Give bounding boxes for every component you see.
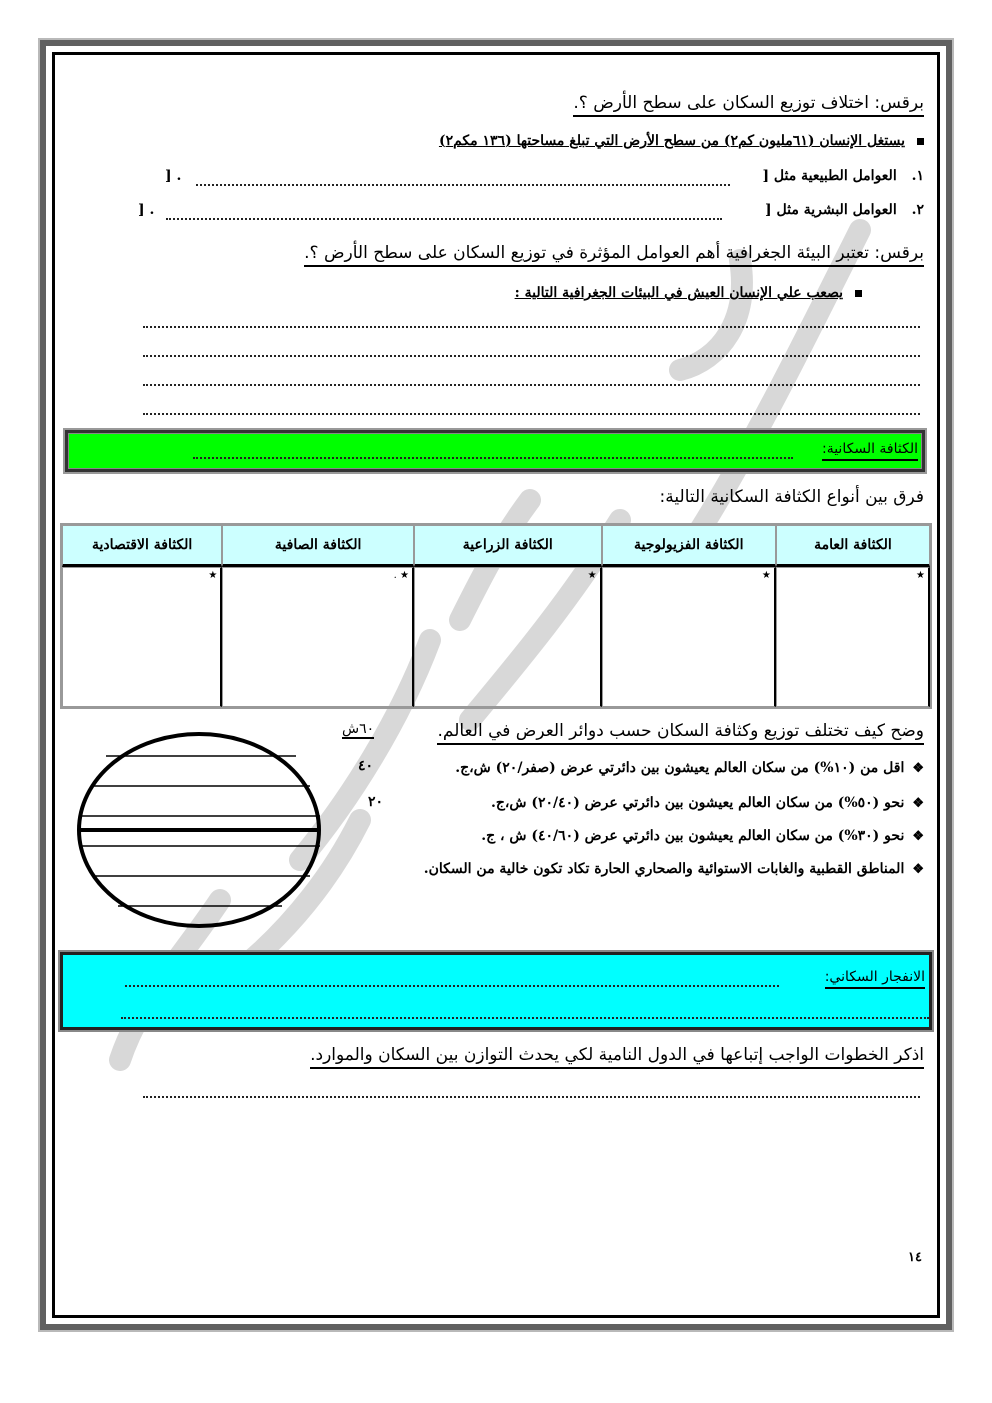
star-icon: ★ .	[393, 570, 409, 581]
section3-heading: فرق بين أنواع الكثافة السكانية التالية:	[659, 487, 924, 507]
section1-bullet-text: يستغل الإنسان (٦١مليون كم٢) من سطح الأرض التي تبلغ مساحتها (١٣٦ مكم٢)	[438, 133, 905, 149]
square-bullet-icon	[917, 138, 924, 145]
header-economic-density: الكثافة الاقتصادية	[62, 525, 222, 567]
latitude-bullet-2: ❖نحو (٥٠%) من سكان العالم يعيشون بين دائرتي عرض (٢٠/٤٠) ش،ج.	[490, 795, 924, 811]
star-icon: ★	[761, 570, 771, 581]
diamond-bullet-icon: ❖	[912, 862, 924, 877]
cell-general-density[interactable]	[776, 567, 930, 707]
section4-heading: وضح كيف تختلف توزيع وكثافة السكان حسب دوائر العرض في العالم.	[437, 721, 924, 745]
diamond-bullet-icon: ❖	[912, 761, 924, 776]
section2-bullet-text: يصعب علي الإنسان العيش في البيئات الجغرافية التالية :	[514, 285, 843, 301]
cell-net-density[interactable]	[222, 567, 414, 707]
header-agricultural-density: الكثافة الزراعية	[414, 525, 602, 567]
star-icon: ★	[587, 570, 597, 581]
star-icon: ★	[208, 570, 218, 581]
section1-bullet	[439, 133, 924, 149]
latitude-40-label: ٤٠	[358, 758, 374, 774]
population-density-answer-line[interactable]	[193, 457, 793, 459]
natural-factors-row	[762, 168, 924, 184]
section2-bullet	[515, 285, 862, 301]
cell-agricultural-density[interactable]	[414, 567, 602, 707]
table-row	[62, 567, 930, 707]
square-bullet-icon	[855, 290, 862, 297]
latitude-60n-label: ٦٠ش	[342, 721, 375, 737]
natural-factors-answer-line[interactable]	[196, 184, 730, 186]
answer-line-2[interactable]	[143, 355, 920, 357]
item-number: ٢.	[911, 202, 924, 218]
population-explosion-answer-line-1[interactable]	[125, 985, 779, 987]
population-explosion-answer-line-2[interactable]	[121, 1017, 929, 1019]
header-general-density: الكثافة العامة	[776, 525, 930, 567]
star-icon: ★	[916, 570, 925, 581]
answer-line-3[interactable]	[143, 384, 920, 386]
header-physiological-density: الكثافة الفزيولوجية	[602, 525, 776, 567]
globe-latitude-diagram	[68, 730, 338, 930]
answer-line-1[interactable]	[143, 326, 920, 328]
human-factors-label: العوامل البشرية مثل [	[765, 202, 897, 218]
answer-line-4[interactable]	[143, 413, 920, 415]
latitude-bullet-3: ❖نحو (٣٠%) من سكان العالم يعيشون بين دائرتي عرض (٤٠/٦٠) ش ، ج.	[481, 828, 924, 844]
human-factors-answer-line[interactable]	[166, 218, 722, 220]
density-types-table	[60, 523, 932, 709]
population-density-label: الكثافة السكانية:	[822, 441, 918, 461]
header-net-density: الكثافة الصافية	[222, 525, 414, 567]
latitude-bullet-4: ❖المناطق القطبية والغابات الاستوائية والصحاري الحارة تكاد تكون خالية من السكان.	[423, 861, 924, 877]
page-number: ١٤	[908, 1250, 922, 1265]
table-header-row	[62, 525, 930, 567]
item-number: ١.	[911, 168, 924, 184]
latitude-bullet-1: ❖اقل من (١٠%) من سكان العالم يعيشون بين دائرتي عرض (صفر/٢٠) ش،ج.	[455, 760, 924, 776]
diamond-bullet-icon: ❖	[912, 829, 924, 844]
section5-heading: اذكر الخطوات الواجب إتباعها في الدول النامية لكي يحدث التوازن بين السكان والموارد.	[310, 1045, 924, 1069]
cell-economic-density[interactable]	[62, 567, 222, 707]
population-density-box	[65, 430, 925, 472]
bracket-close: ] .	[165, 168, 182, 184]
natural-factors-label: العوامل الطبيعية مثل [	[762, 168, 897, 184]
population-explosion-box	[60, 952, 932, 1030]
latitude-20-label: ٢٠	[368, 794, 384, 810]
cell-physiological-density[interactable]	[602, 567, 776, 707]
section1-heading: برقس: اختلاف توزيع السكان على سطح الأرض ؟.	[573, 93, 924, 117]
diamond-bullet-icon: ❖	[912, 796, 924, 811]
section2-heading: برقس: تعتبر البيئة الجغرافية أهم العوامل المؤثرة في توزيع السكان على سطح الأرض ؟.	[304, 243, 924, 267]
bracket-close: ] .	[138, 202, 155, 218]
human-factors-row	[765, 202, 924, 218]
steps-answer-line[interactable]	[143, 1096, 920, 1098]
population-explosion-label: الانفجار السكاني:	[825, 969, 925, 989]
